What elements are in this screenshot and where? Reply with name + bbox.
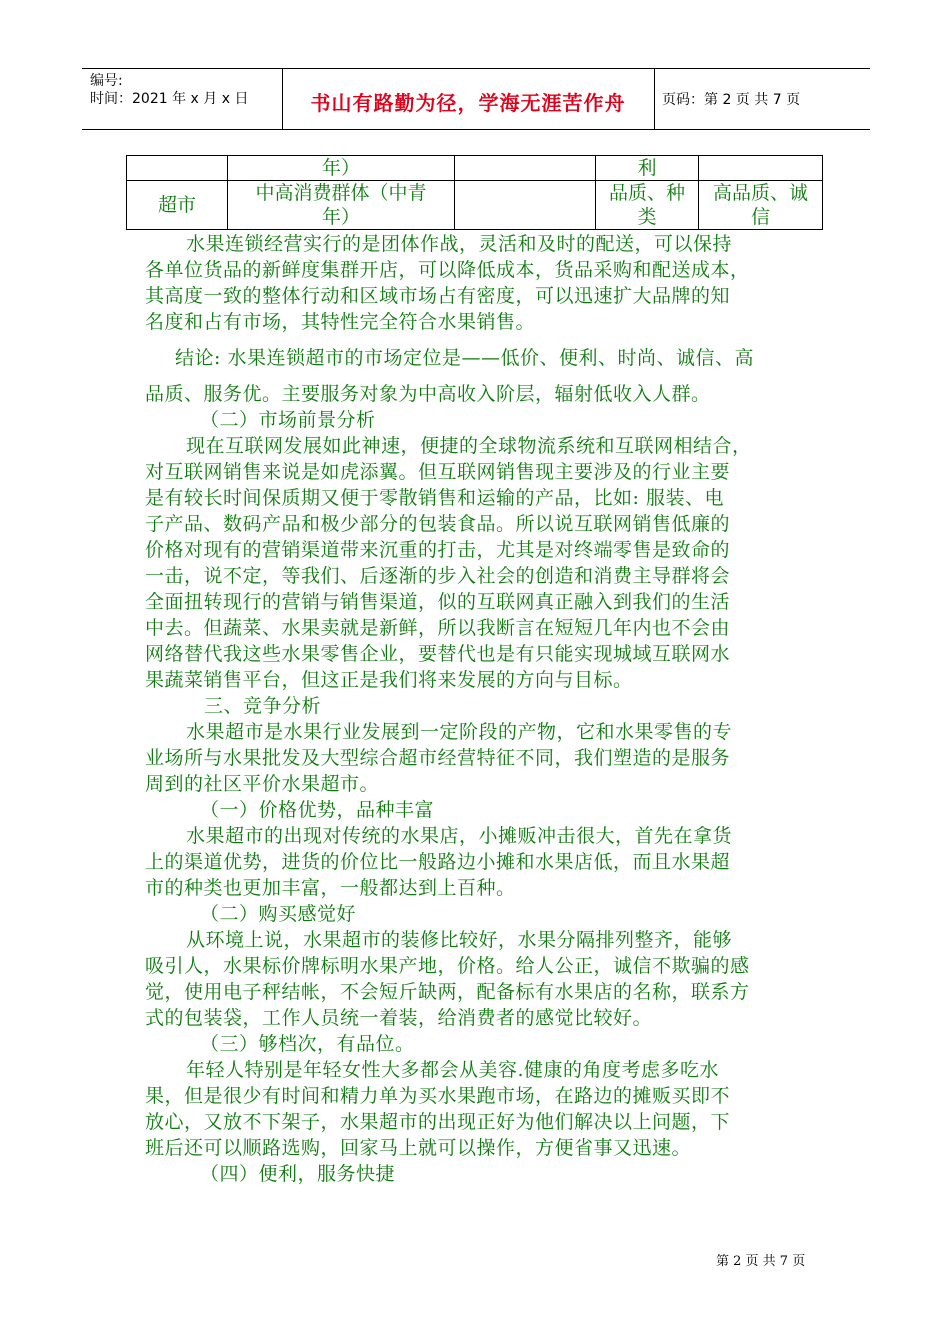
- paragraph-line: 名度和占有市场，其特性完全符合水果销售。: [145, 311, 536, 333]
- table-cell: [699, 156, 823, 181]
- table-cell: 中高消费群体（中青 年）: [228, 181, 455, 230]
- paragraph-line: 网络替代我这些水果零售企业，要替代也是有只能实现城域互联网水: [145, 643, 731, 665]
- paragraph-line: 一击，说不定，等我们、后逐渐的步入社会的创造和消费主导群将会: [145, 565, 731, 587]
- conclusion-line: 结论: 水果连锁超市的市场定位是——低价、便利、时尚、诚信、高: [175, 347, 754, 369]
- paragraph-line: 吸引人，水果标价牌标明水果产地，价格。给人公正，诚信不欺骗的感: [145, 955, 750, 977]
- paragraph-line: 中去。但蔬菜、水果卖就是新鲜，所以我断言在短短几年内也不会由: [145, 617, 731, 639]
- paragraph-line: 周到的社区平价水果超市。: [145, 773, 380, 795]
- header-divider: [654, 69, 655, 129]
- paragraph-line: 全面扭转现行的营销与销售渠道，似的互联网真正融入到我们的生活: [145, 591, 731, 613]
- table-cell: 超市: [127, 181, 228, 230]
- paragraph-line: 市的种类也更加丰富，一般都达到上百种。: [145, 877, 516, 899]
- paragraph-line: 业场所与水果批发及大型综合超市经营特征不同，我们塑造的是服务: [145, 747, 731, 769]
- paragraph-line: 各单位货品的新鲜度集群开店，可以降低成本，货品采购和配送成本，: [145, 259, 750, 281]
- page-footer: 第 2 页 共 7 页: [716, 1254, 806, 1269]
- section-heading: （二）购买感觉好: [200, 903, 357, 925]
- paragraph-line: 是有较长时间保质期又便于零散销售和运输的产品，比如: 服装、电: [145, 487, 724, 509]
- paragraph-line: 水果超市是水果行业发展到一定阶段的产物，它和水果零售的专: [186, 721, 733, 743]
- paragraph-line: 现在互联网发展如此神速，便捷的全球物流系统和互联网相结合，: [186, 435, 752, 457]
- paragraph-line: 价格对现有的营销渠道带来沉重的打击，尤其是对终端零售是致命的: [145, 539, 731, 561]
- time-label: 时间：2021 年 x 月 x 日: [90, 91, 249, 107]
- paragraph-line: 水果连锁经营实行的是团体作战，灵活和及时的配送，可以保持: [186, 233, 733, 255]
- section-heading: （一）价格优势，品种丰富: [200, 799, 435, 821]
- paragraph-line: 品质、服务优。主要服务对象为中高收入阶层，辐射低收入人群。: [145, 383, 711, 405]
- header-page-info: 页码：第 2 页 共 7 页: [662, 92, 801, 108]
- section-heading: 三、竞争分析: [204, 695, 322, 717]
- table-cell: [455, 181, 596, 230]
- paragraph-line: 其高度一致的整体行动和区域市场占有密度，可以迅速扩大品牌的知: [145, 285, 731, 307]
- table-row: [127, 156, 823, 181]
- table-cell: 利: [596, 156, 699, 181]
- market-table: [126, 155, 823, 230]
- paragraph-line: 式的包装袋，工作人员统一着装，给消费者的感觉比较好。: [145, 1007, 653, 1029]
- paragraph-line: 子产品、数码产品和极少部分的包装食品。所以说互联网销售低廉的: [145, 513, 731, 535]
- table-row: [127, 181, 823, 230]
- paragraph-line: 对互联网销售来说是如虎添翼。但互联网销售现主要涉及的行业主要: [145, 461, 731, 483]
- paragraph-line: 果蔬菜销售平台，但这正是我们将来发展的方向与目标。: [145, 669, 633, 691]
- page-header: [82, 68, 870, 130]
- table-cell: 年）: [228, 156, 455, 181]
- paragraph-line: 班后还可以顺路选购，回家马上就可以操作，方便省事又迅速。: [145, 1137, 692, 1159]
- table-cell: [455, 156, 596, 181]
- table-cell: 高品质、诚 信: [699, 181, 823, 230]
- section-heading: （四）便利，服务快捷: [200, 1163, 396, 1185]
- table-cell: [127, 156, 228, 181]
- paragraph-line: 从环境上说，水果超市的装修比较好，水果分隔排列整齐，能够: [186, 929, 733, 951]
- paragraph-line: 上的渠道优势，进货的价位比一般路边小摊和水果店低，而且水果超: [145, 851, 731, 873]
- header-motto: 书山有路勤为径，学海无涯苦作舟: [310, 91, 626, 115]
- section-heading: （二）市场前景分析: [200, 409, 376, 431]
- serial-label: 编号:: [90, 73, 123, 89]
- paragraph-line: 放心，又放不下架子，水果超市的出现正好为他们解决以上问题，下: [145, 1111, 731, 1133]
- paragraph-line: 水果超市的出现对传统的水果店，小摊贩冲击很大，首先在拿货: [186, 825, 733, 847]
- paragraph-line: 果，但是很少有时间和精力单为买水果跑市场，在路边的摊贩买即不: [145, 1085, 731, 1107]
- header-meta: [90, 72, 248, 108]
- section-heading: （三）够档次，有品位。: [200, 1033, 415, 1055]
- paragraph-line: 觉，使用电子秤结帐，不会短斤缺两，配备标有水果店的名称，联系方: [145, 981, 750, 1003]
- table-cell: 品质、种 类: [596, 181, 699, 230]
- paragraph-line: 年轻人特别是年轻女性大多都会从美容.健康的角度考虑多吃水: [186, 1059, 720, 1081]
